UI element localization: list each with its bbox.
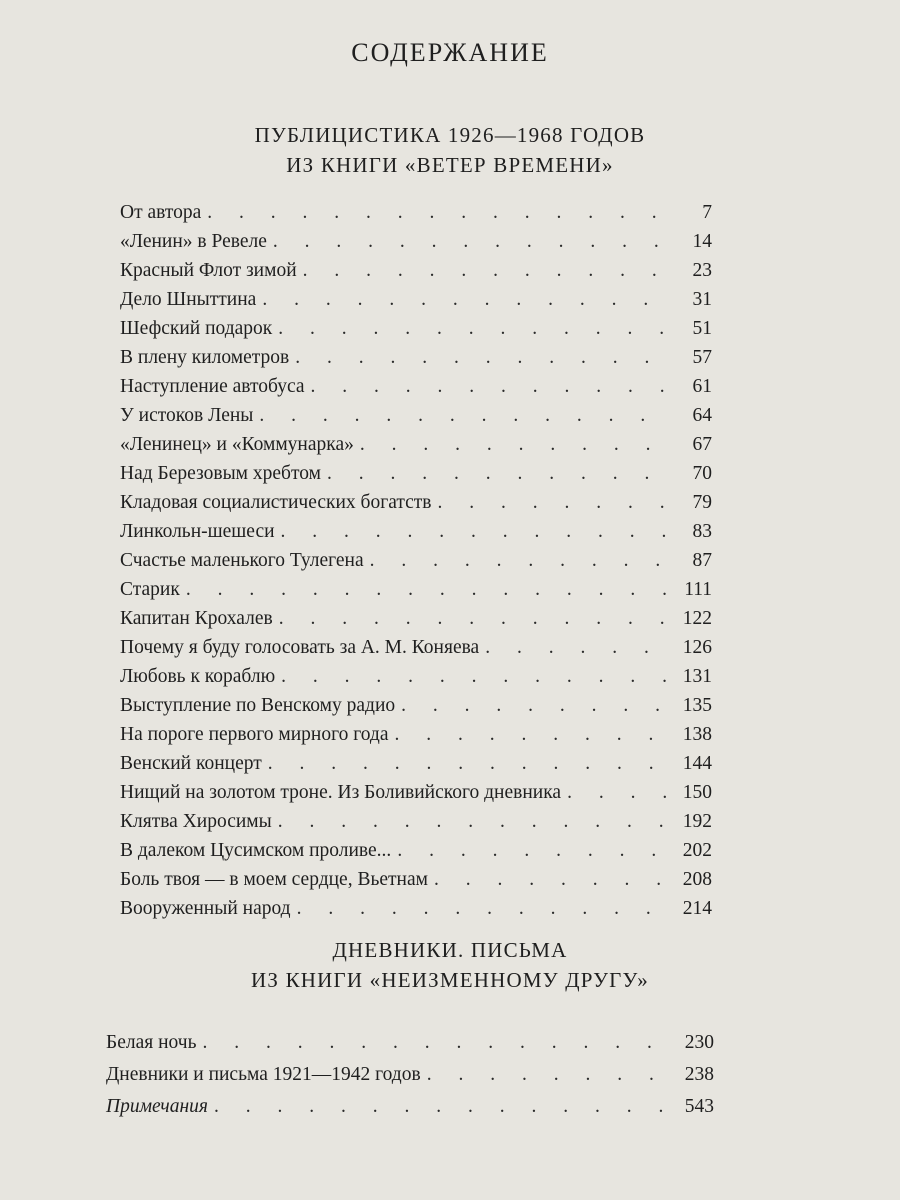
section2-heading	[0, 935, 900, 995]
toc-entry	[120, 691, 712, 720]
toc-entry-page: 7	[702, 202, 712, 223]
toc-entry-page: 230	[684, 1032, 714, 1053]
toc-entry	[120, 807, 712, 836]
toc-entry-title: Почему я буду голосовать за А. М. Коняева	[120, 637, 480, 658]
toc-entry-page: 87	[692, 550, 712, 571]
toc-entry-title: «Ленин» в Ревеле	[120, 231, 267, 252]
toc-leader-dots	[395, 720, 673, 749]
toc-leader-dots	[438, 488, 673, 517]
toc-leader-dots	[401, 691, 672, 720]
toc-leader-dots	[567, 778, 672, 807]
toc-entry	[120, 749, 712, 778]
toc-leader-dots	[297, 894, 672, 923]
toc-leader-dots	[281, 517, 672, 546]
toc-entry-page: 192	[682, 811, 712, 832]
toc-entry-title: Выступление по Венскому радио	[120, 695, 396, 716]
toc-entry	[106, 1092, 714, 1124]
toc-entry-title: Наступление автобуса	[120, 376, 305, 397]
toc-entry	[120, 662, 712, 691]
toc-entry-title: Линкольн-шешеси	[120, 521, 275, 542]
section1-heading-line1: ПУБЛИЦИСТИКА 1926—1968 ГОДОВ	[254, 123, 646, 147]
toc-leader-dots	[278, 807, 672, 836]
toc-entry-title: Шефский подарок	[120, 318, 273, 339]
toc-entry-page: 79	[692, 492, 712, 513]
toc-entry-title: Белая ночь	[106, 1032, 197, 1053]
section1-toc	[120, 198, 712, 923]
toc-leader-dots	[207, 198, 672, 227]
toc-entry	[120, 488, 712, 517]
section2-heading-line2: ИЗ КНИГИ «НЕИЗМЕННОМУ ДРУГУ»	[251, 968, 649, 992]
toc-entry-title: Капитан Крохалев	[120, 608, 273, 629]
section1-heading-line2: ИЗ КНИГИ «ВЕТЕР ВРЕМЕНИ»	[286, 153, 614, 177]
toc-entry-title: На пороге первого мирного года	[120, 724, 389, 745]
toc-leader-dots	[397, 836, 672, 865]
toc-leader-dots	[427, 1060, 674, 1089]
toc-entry-title: В плену километров	[120, 347, 290, 368]
toc-leader-dots	[273, 227, 672, 256]
page-title: СОДЕРЖАНИЕ	[351, 38, 549, 67]
toc-leader-dots	[485, 633, 672, 662]
toc-entry-page: 14	[692, 231, 712, 252]
toc-leader-dots	[214, 1092, 674, 1121]
toc-entry	[120, 517, 712, 546]
toc-entry	[120, 227, 712, 256]
toc-entry-title: Кладовая социалистических богатств	[120, 492, 432, 513]
section2-heading-line1: ДНЕВНИКИ. ПИСЬМА	[332, 938, 568, 962]
toc-entry-title: От автора	[120, 202, 202, 223]
toc-entry-page: 57	[692, 347, 712, 368]
toc-entry	[120, 314, 712, 343]
toc-entry-title: Нищий на золотом троне. Из Боливийского дневника	[120, 782, 562, 803]
toc-entry-page: 83	[692, 521, 712, 542]
toc-entry	[120, 894, 712, 923]
toc-entry	[120, 372, 712, 401]
toc-leader-dots	[327, 459, 672, 488]
toc-entry-title: «Ленинец» и «Коммунарка»	[120, 434, 354, 455]
toc-entry-page: 238	[684, 1064, 714, 1085]
toc-entry	[120, 778, 712, 807]
toc-entry-page: 144	[682, 753, 712, 774]
toc-entry-title: Счастье маленького Тулегена	[120, 550, 364, 571]
toc-entry	[120, 546, 712, 575]
toc-entry-page: 64	[692, 405, 712, 426]
toc-entry-title: Старик	[120, 579, 180, 600]
toc-entry	[120, 430, 712, 459]
toc-entry-title: У истоков Лены	[120, 405, 254, 426]
toc-entry	[106, 1060, 714, 1092]
toc-entry	[106, 1028, 714, 1060]
toc-entry	[120, 285, 712, 314]
toc-leader-dots	[303, 256, 672, 285]
toc-entry	[120, 401, 712, 430]
toc-leader-dots	[295, 343, 672, 372]
toc-entry	[120, 459, 712, 488]
toc-entry-page: 70	[692, 463, 712, 484]
toc-entry-page: 202	[682, 840, 712, 861]
toc-entry	[120, 836, 712, 865]
toc-entry-page: 111	[684, 579, 712, 600]
section1-heading	[0, 120, 900, 180]
toc-entry-page: 126	[682, 637, 712, 658]
toc-entry-page: 543	[684, 1096, 714, 1117]
toc-entry-page: 51	[692, 318, 712, 339]
toc-leader-dots	[370, 546, 672, 575]
toc-leader-dots	[262, 285, 672, 314]
section2-toc	[106, 1028, 714, 1124]
toc-leader-dots	[311, 372, 673, 401]
toc-entry	[120, 343, 712, 372]
toc-leader-dots	[268, 749, 672, 778]
toc-entry-title: Любовь к кораблю	[120, 666, 276, 687]
toc-entry	[120, 720, 712, 749]
toc-entry-page: 150	[682, 782, 712, 803]
toc-entry-title: Примечания	[106, 1096, 208, 1117]
toc-entry-page: 31	[692, 289, 712, 310]
toc-entry	[120, 575, 712, 604]
toc-entry	[120, 633, 712, 662]
toc-entry-page: 208	[682, 869, 712, 890]
toc-entry-title: Вооруженный народ	[120, 898, 291, 919]
toc-leader-dots	[279, 604, 672, 633]
toc-entry-title: Дневники и письма 1921—1942 годов	[106, 1064, 421, 1085]
toc-entry-page: 23	[692, 260, 712, 281]
toc-entry	[120, 198, 712, 227]
toc-entry-page: 61	[692, 376, 712, 397]
toc-leader-dots	[434, 865, 672, 894]
toc-leader-dots	[186, 575, 672, 604]
toc-leader-dots	[281, 662, 672, 691]
toc-leader-dots	[259, 401, 672, 430]
toc-entry-page: 67	[692, 434, 712, 455]
toc-entry-title: Боль твоя — в моем сердце, Вьетнам	[120, 869, 428, 890]
toc-leader-dots	[360, 430, 672, 459]
toc-entry-title: Клятва Хиросимы	[120, 811, 272, 832]
toc-entry-page: 214	[682, 898, 712, 919]
toc-entry-page: 135	[682, 695, 712, 716]
toc-entry-page: 138	[682, 724, 712, 745]
toc-entry	[120, 865, 712, 894]
toc-entry-title: Дело Шныттина	[120, 289, 257, 310]
toc-entry-title: Венский концерт	[120, 753, 262, 774]
toc-leader-dots	[278, 314, 672, 343]
toc-entry-title: Над Березовым хребтом	[120, 463, 321, 484]
toc-entry-page: 131	[682, 666, 712, 687]
toc-entry-page: 122	[682, 608, 712, 629]
toc-entry	[120, 256, 712, 285]
toc-entry-title: Красный Флот зимой	[120, 260, 297, 281]
toc-leader-dots	[202, 1028, 674, 1057]
toc-entry-title: В далеком Цусимском проливе...	[120, 840, 392, 861]
toc-entry	[120, 604, 712, 633]
